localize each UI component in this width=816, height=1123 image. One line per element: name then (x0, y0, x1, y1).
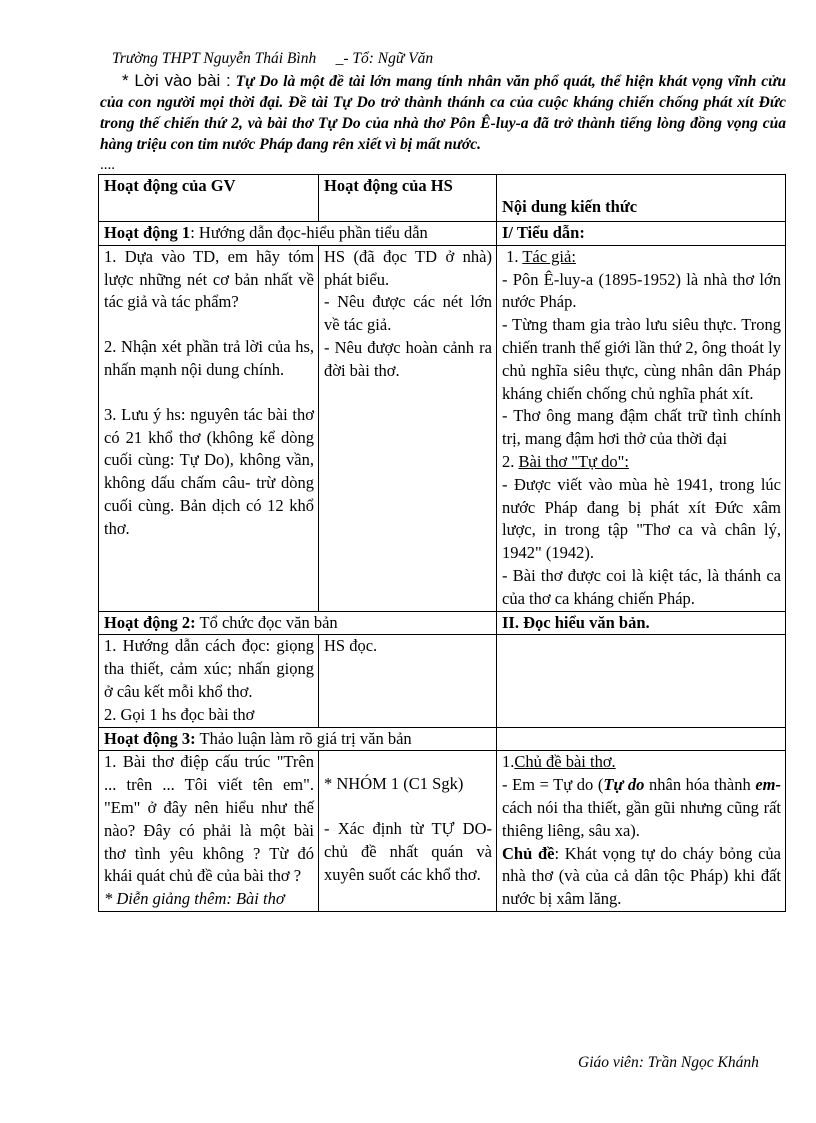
activity-2-content (497, 635, 786, 727)
page-header (112, 50, 433, 68)
activity-2-hs: HS đọc. (319, 635, 497, 727)
teacher-signature: Giáo viên: Trần Ngọc Khánh (578, 1054, 759, 1071)
activity-1-gv: 1. Dựa vào TD, em hãy tóm lược những nét cơ bản nhất về tác giả và tác phẩm? 2. Nhận xét phần trả lời của hs, nhấn mạnh nội dung chính. 3. Lưu ý hs: nguyên tác bài thơ có 21 khổ thơ (không kể dòng cuối cùng: Tự Do), không vần, không dấu chấm câu- trừ dòng cuối cùng. Bản dịch có 12 khổ thơ. (99, 245, 319, 611)
activity-3-title-blank (497, 727, 786, 751)
table-header-row (99, 175, 786, 222)
section-2-title: II. Đọc hiểu văn bản. (497, 611, 786, 635)
department: _- Tổ: Ngữ Văn (335, 50, 434, 67)
intro-paragraph (100, 70, 786, 155)
intro-text: Tự Do là một đề tài lớn mang tính nhân văn phổ quát, thể hiện khát vọng vĩnh cửu của con người mọi thời đại. Đề tài Tự Do trở thành thánh ca của cuộc kháng chiến chống phát xít Đức trong thế chiến thứ 2, và bài thơ Tự Do của nhà thơ Pôn Ê-luy-a đã trở thành tiếng lòng đồng vọng của hàng triệu con tim nước Pháp đang rên xiết vì bị mất nước. (100, 73, 786, 153)
lesson-table (98, 174, 786, 912)
activity-3-gv: 1. Bài thơ điệp cấu trúc "Trên ... trên ... Tôi viết tên em". "Em" ở đây nên hiểu như thế nào? Đây có phải là một bài thơ tình yêu không ? Từ đó khái quát chủ đề của bài thơ ? * Diễn giảng thêm: Bài thơ (99, 751, 319, 912)
activity-1-title: Hoạt động 1: Hướng dẫn đọc-hiểu phần tiểu dẫn (99, 222, 497, 246)
activity-3-title-row (99, 727, 786, 751)
school-name: Trường THPT Nguyễn Thái Bình (112, 50, 317, 67)
activity-2-title-row (99, 611, 786, 635)
activity-1-content: 1. Tác giả: - Pôn Ê-luy-a (1895-1952) là nhà thơ lớn nước Pháp. - Từng tham gia trào lưu siêu thực. Trong chiến tranh thế giới lần thứ 2, ông thoát ly chủ nghĩa siêu thực, cùng nhân dân Pháp kháng chiến chống chủ nghĩa phát xít. - Thơ ông mang đậm chất trữ tình chính trị, mang đậm hơi thở của thời đại 2. Bài thơ "Tự do": - Được viết vào mùa hè 1941, trong lúc nước Pháp đang bị phát xít Đức xâm lược, in trong tập "Thơ ca và chân lý, 1942" (1942). - Bài thơ được coi là kiệt tác, là thánh ca của thơ ca kháng chiến Pháp. (497, 245, 786, 611)
activity-3-row (99, 751, 786, 912)
activity-2-gv: 1. Hướng dẫn cách đọc: giọng tha thiết, cảm xúc; nhấn giọng ở câu kết mỗi khổ thơ. 2. Gọi 1 hs đọc bài thơ (99, 635, 319, 727)
intro-lead: * Lời vào bài : (122, 71, 231, 90)
header-gv: Hoạt động của GV (99, 175, 319, 222)
activity-2-row (99, 635, 786, 727)
activity-3-content: 1.Chủ đề bài thơ. - Em = Tự do (Tự do nhân hóa thành em- cách nói tha thiết, gần gũi nhưng cũng rất thiêng liêng, sâu xa). Chủ đề: Khát vọng tự do cháy bỏng của nhà thơ (và của cả dân tộc Pháp) khi đất nước bị xâm lăng. (497, 751, 786, 912)
activity-1-row (99, 245, 786, 611)
header-nd: Nội dung kiến thức (497, 175, 786, 222)
activity-3-hs: * NHÓM 1 (C1 Sgk) - Xác định từ TỰ DO- chủ đề nhất quán và xuyên suốt các khổ thơ. (319, 751, 497, 912)
ellipsis: .... (100, 157, 115, 173)
activity-3-title: Hoạt động 3: Thảo luận làm rõ giá trị văn bản (99, 727, 497, 751)
activity-1-hs: HS (đã đọc TD ở nhà) phát biểu. - Nêu được các nét lớn về tác giả. - Nêu được hoàn cảnh ra đời bài thơ. (319, 245, 497, 611)
activity-1-title-row (99, 222, 786, 246)
activity-2-title: Hoạt động 2: Tổ chức đọc văn bản (99, 611, 497, 635)
section-1-title: I/ Tiểu dẫn: (497, 222, 786, 246)
header-hs: Hoạt động của HS (319, 175, 497, 222)
